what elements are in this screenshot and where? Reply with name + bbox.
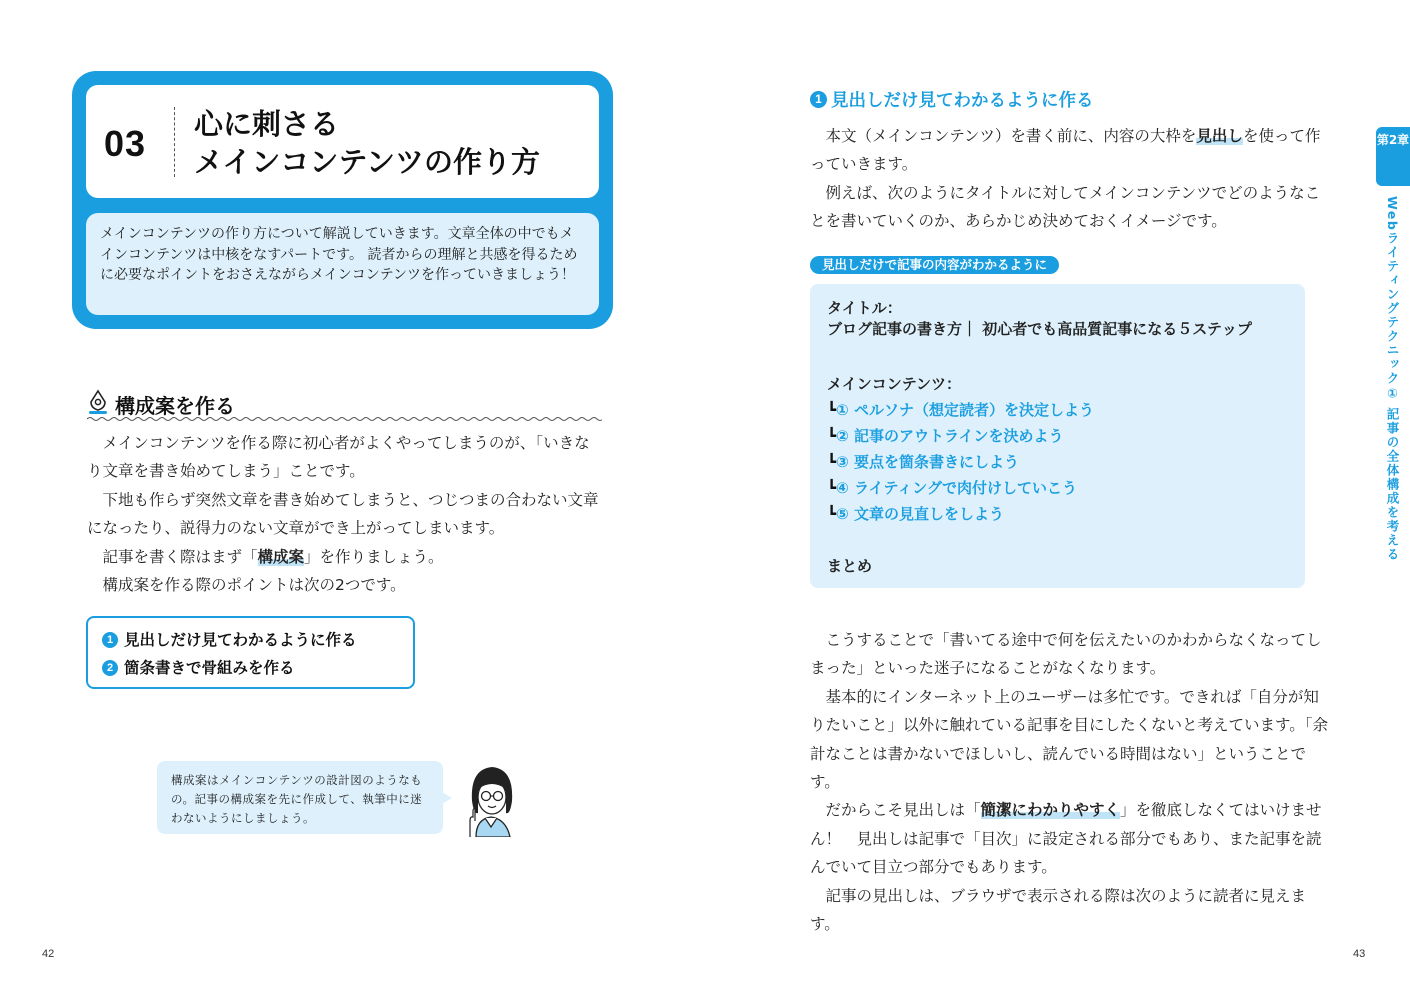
example-summary: まとめ (827, 557, 873, 575)
outline-item-text: ① ペルソナ（想定読者）を決定しよう (836, 401, 1094, 419)
example-title-label: タイトル： (827, 299, 902, 317)
branch-icon: ┗ (827, 401, 837, 419)
section-intro: メインコンテンツの作り方について解説していきます。文章全体の中でもメインコンテンツは中核をなすパートです。 読者からの理解と共感を得るために必要なポイントをおさえながらメインコンテンツを作っていきましょう！ (86, 213, 599, 315)
section-title-card (86, 85, 599, 198)
sub-heading (810, 87, 1094, 112)
chapter-side-title: Webライティングテクニック① 記事の全体構成を考える (1385, 196, 1400, 562)
right-body-text-top (810, 122, 1332, 236)
outline-item-text: ② 記事のアウトラインを決めよう (836, 427, 1064, 445)
paragraph: メインコンテンツを作る際に初心者がよくやってしまうのが、「いきなり文章を書き始めてしまう」ことです。 (87, 434, 590, 481)
point-item-1 (102, 626, 413, 654)
woman-avatar-icon (462, 761, 520, 837)
right-body-text-bottom (810, 626, 1332, 938)
outline-item (827, 423, 1288, 449)
outline-item-text: ⑤ 文章の見直しをしよう (836, 505, 1004, 523)
outline-item (827, 397, 1288, 423)
paragraph: 構成案を作る際のポイントは次の2つです。 (102, 576, 406, 595)
paragraph: 基本的にインターネット上のユーザーは多忙です。できれば「自分が知りたいこと」以外に触れている記事を目にしたくないと考えています。「余計なことは書かないでほしいし、読んでいる時間はない」ということです。 (810, 687, 1329, 792)
section-title-line1: 心に刺さる (194, 107, 340, 141)
paragraph: 例えば、次のようにタイトルに対してメインコンテンツでどのようなことを書いていくのか、あらかじめ決めておくイメージです。 (810, 183, 1321, 231)
section-number: 03 (104, 123, 147, 164)
section-title (194, 105, 594, 181)
heading-text: 構成案を作る (115, 394, 235, 418)
section-divider (174, 107, 175, 177)
pen-nib-icon (87, 389, 109, 415)
speech-bubble: 構成案はメインコンテンツの設計図のようなもの。記事の構成案を先に作成して、執筆中に迷わないようにしましょう。 (157, 761, 443, 834)
paragraph: こうすることで「書いてる途中で何を伝えたいのかわからなくなってしまった」といった迷子になることがなくなります。 (810, 631, 1322, 678)
example-title-value: ブログ記事の書き方｜ 初心者でも高品質記事になる５ステップ (827, 320, 1252, 338)
outline-item (827, 501, 1288, 527)
branch-icon: ┗ (827, 427, 837, 445)
heading-wave-underline (87, 416, 602, 422)
heading-compose-plan (87, 388, 602, 424)
number-badge: 1 (102, 632, 118, 648)
page-number-left: 42 (42, 948, 55, 960)
points-box (86, 616, 415, 689)
chapter-tab: 第2章 (1376, 127, 1410, 186)
example-main-label: メインコンテンツ： (827, 375, 961, 393)
point-text: 箇条書きで骨組みを作る (124, 659, 295, 677)
text-span: 」を作りましょう。 (304, 547, 444, 566)
speech-bubble-tail (442, 792, 452, 804)
branch-icon: ┗ (827, 505, 837, 523)
number-badge: 2 (102, 660, 118, 676)
number-badge: 1 (810, 91, 827, 108)
paragraph: 下地も作らず突然文章を書き始めてしまうと、つじつまの合わない文章になったり、説得力のない文章ができ上がってしまいます。 (87, 490, 599, 538)
left-body-text (87, 429, 603, 599)
example-label-pill: 見出しだけで記事の内容がわかるように (810, 256, 1059, 274)
point-item-2 (102, 654, 413, 682)
paragraph (810, 796, 1332, 881)
emphasis-text: 見出し (1196, 127, 1243, 145)
outline-item-text: ③ 要点を箇条書きにしよう (836, 453, 1019, 471)
text-span: 記事を書く際はまず「 (102, 547, 258, 566)
branch-icon: ┗ (827, 453, 837, 471)
page-number-right: 43 (1353, 948, 1366, 960)
sub-heading-text: 見出しだけ見てわかるように作る (831, 91, 1094, 111)
text-span: を使って作っていきます。 (810, 127, 1321, 174)
text-span: 」を徹底しなくてはいけません！ 見出しは記事で「目次」に設定される部分でもあり、また記事を読んでいて目立つ部分でもあります。 (810, 801, 1322, 877)
emphasis-text: 構成案 (257, 547, 305, 566)
outline-item (827, 475, 1288, 501)
section-header-box (72, 71, 613, 329)
paragraph: 記事の見出しは、ブラウザで表示される際は次のように読者に見えます。 (810, 886, 1307, 934)
paragraph (87, 543, 603, 571)
outline-item-text: ④ ライティングで肉付けしていこう (836, 479, 1078, 497)
emphasis-text: 簡潔にわかりやすく (980, 801, 1121, 820)
branch-icon: ┗ (827, 479, 837, 497)
section-title-line2: メインコンテンツの作り方 (194, 145, 540, 179)
example-outline-box (810, 284, 1305, 588)
outline-item (827, 449, 1288, 475)
paragraph (810, 122, 1332, 179)
text-span: 本文（メインコンテンツ）を書く前に、内容の大枠を (825, 127, 1197, 145)
text-span: だからこそ見出しは「 (825, 801, 981, 820)
point-text: 見出しだけ見てわかるように作る (124, 631, 357, 649)
